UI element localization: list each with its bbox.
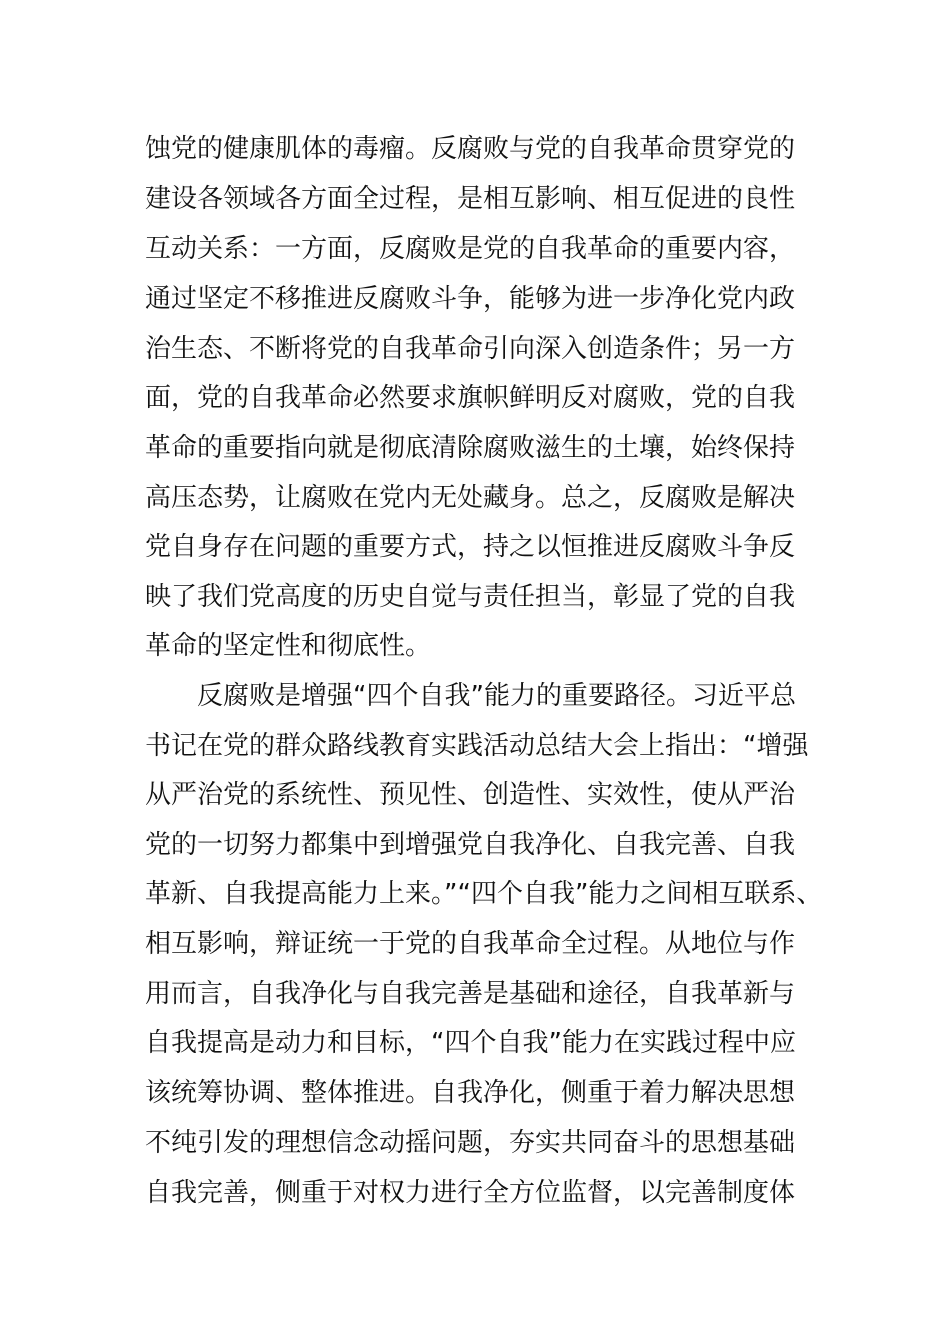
text-line-12: 反腐败是增强“四个自我”能力的重要路径。习近平总 (145, 681, 796, 711)
text-line-1: 蚀党的健康肌体的毒瘤。反腐败与党的自我革命贯穿党的 (145, 134, 796, 164)
text-line-13: 书记在党的群众路线教育实践活动总结大会上指出：“增强 (145, 731, 809, 761)
text-line-16: 革新、自我提高能力上来。”“四个自我”能力之间相互联系、 (145, 879, 823, 909)
text-line-19: 自我提高是动力和目标，“四个自我”能力在实践过程中应 (145, 1028, 796, 1058)
text-line-20: 该统筹协调、整体推进。自我净化，侧重于着力解决思想 (145, 1078, 796, 1108)
text-line-9: 党自身存在问题的重要方式，持之以恒推进反腐败斗争反 (145, 532, 796, 562)
text-line-7: 革命的重要指向就是彻底清除腐败滋生的土壤，始终保持 (145, 433, 796, 463)
text-line-4: 通过坚定不移推进反腐败斗争，能够为进一步净化党内政 (145, 284, 796, 314)
text-line-18: 用而言，自我净化与自我完善是基础和途径，自我革新与 (145, 979, 796, 1009)
text-line-22: 自我完善，侧重于对权力进行全方位监督，以完善制度体 (145, 1178, 796, 1208)
text-line-2: 建设各领域各方面全过程，是相互影响、相互促进的良性 (145, 184, 796, 214)
text-line-21: 不纯引发的理想信念动摇问题，夯实共同奋斗的思想基础 (145, 1128, 796, 1158)
text-line-14: 从严治党的系统性、预见性、创造性、实效性，使从严治 (145, 780, 796, 810)
text-line-6: 面，党的自我革命必然要求旗帜鲜明反对腐败，党的自我 (145, 383, 796, 413)
text-line-8: 高压态势，让腐败在党内无处藏身。总之，反腐败是解决 (145, 483, 796, 513)
text-line-10: 映了我们党高度的历史自觉与责任担当，彰显了党的自我 (145, 582, 796, 612)
text-line-5: 治生态、不断将党的自我革命引向深入创造条件；另一方 (145, 334, 796, 364)
text-line-11: 革命的坚定性和彻底性。 (145, 631, 432, 661)
text-line-15: 党的一切努力都集中到增强党自我净化、自我完善、自我 (145, 830, 796, 860)
text-line-3: 互动关系：一方面，反腐败是党的自我革命的重要内容， (145, 234, 796, 264)
text-line-17: 相互影响，辩证统一于党的自我革命全过程。从地位与作 (145, 929, 796, 959)
